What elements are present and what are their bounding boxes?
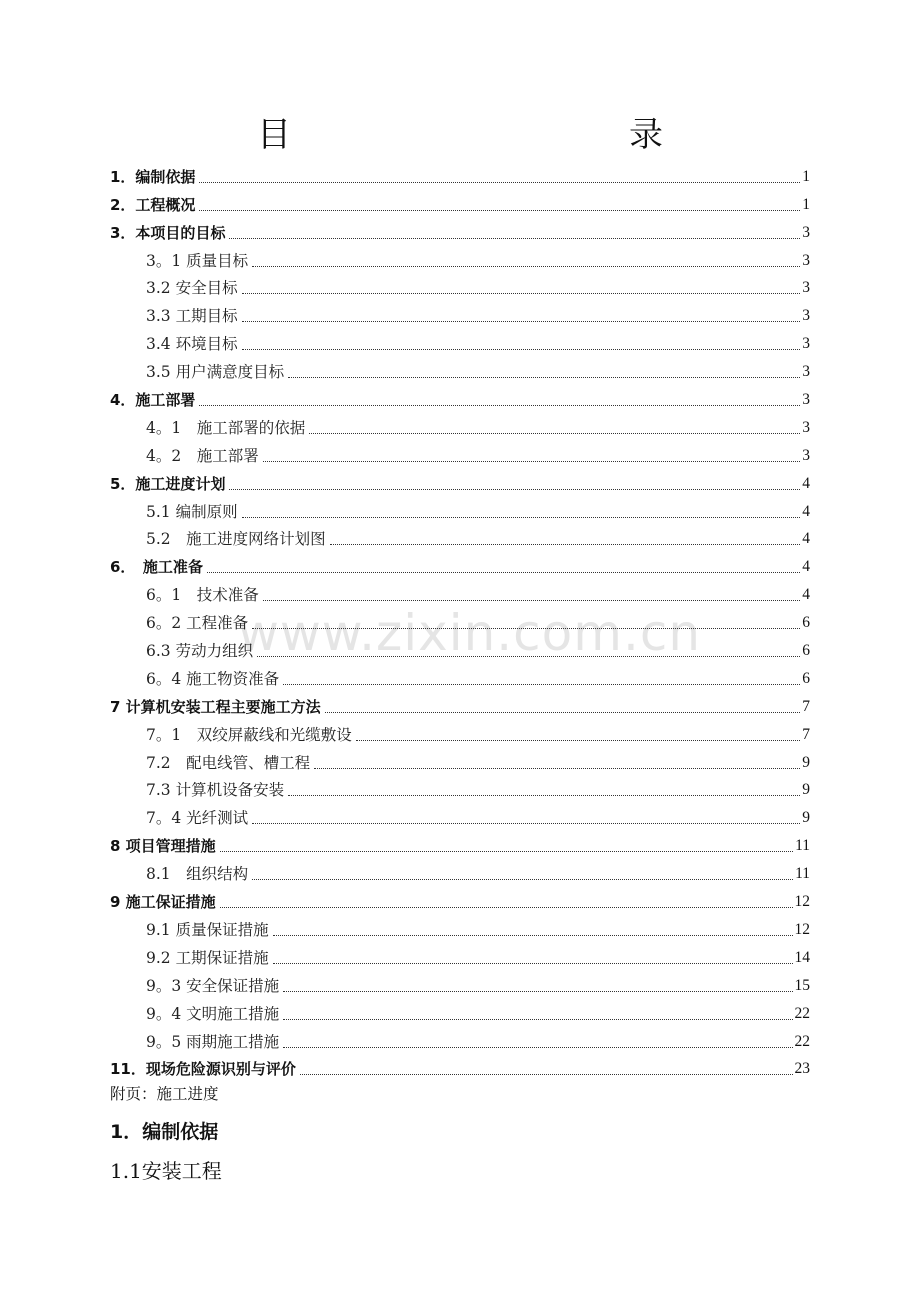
toc-page-number: 9: [802, 781, 810, 799]
toc-dot-leader: [273, 935, 793, 936]
toc-entry-text: 9 施工保证措施: [110, 893, 216, 912]
toc-entry[interactable]: [110, 550, 810, 578]
toc-page-number: 3: [802, 391, 810, 409]
toc-page-number: 4: [802, 530, 810, 548]
toc-page-number: 1: [802, 195, 810, 213]
toc-entry-text: 2．工程概况: [110, 195, 196, 214]
toc-entry-text: 5.2 施工进度网络计划图: [146, 530, 326, 549]
toc-dot-leader: [242, 293, 801, 294]
toc-entry-text: 9.2 工期保证措施: [146, 948, 269, 967]
toc-entry[interactable]: [110, 244, 810, 272]
toc-page-number: 12: [794, 920, 810, 938]
toc-page-number: 4: [802, 558, 810, 576]
toc-entry-text: 3.4 环境目标: [146, 335, 238, 354]
toc-entry[interactable]: [110, 829, 810, 857]
toc-entry-text: 1．编制依据: [110, 167, 196, 186]
toc-title: 目 录: [257, 115, 753, 155]
toc-entry[interactable]: [110, 606, 810, 634]
toc-dot-leader: [330, 544, 801, 545]
toc-page-number: 12: [794, 893, 810, 911]
toc-entry-text: 9.1 质量保证措施: [146, 920, 269, 939]
toc-page-number: 4: [802, 474, 810, 492]
toc-page-number: 22: [794, 1004, 810, 1022]
toc-page-number: 1: [802, 167, 810, 185]
toc-page-number: 6: [802, 669, 810, 687]
toc-entry[interactable]: [110, 718, 810, 746]
toc-entry[interactable]: [110, 439, 810, 467]
toc-dot-leader: [252, 266, 800, 267]
toc-dot-leader: [220, 907, 793, 908]
toc-entry-text: 11．现场危险源识别与评价: [110, 1060, 296, 1079]
toc-dot-leader: [257, 656, 800, 657]
toc-entry[interactable]: [110, 411, 810, 439]
toc-dot-leader: [220, 851, 793, 852]
toc-page-number: 22: [794, 1032, 810, 1050]
toc-page-number: 11: [795, 865, 810, 883]
toc-entry-text: 7.2 配电线管、槽工程: [146, 753, 311, 772]
toc-entry[interactable]: [110, 383, 810, 411]
toc-page-number: 6: [802, 642, 810, 660]
toc-dot-leader: [242, 349, 801, 350]
toc-entry-text: 3。1 质量目标: [146, 251, 249, 270]
toc-page-number: 4: [802, 502, 810, 520]
toc-entry-text: 7。4 光纤测试: [146, 809, 249, 828]
toc-page-number: 3: [802, 251, 810, 269]
toc-page-number: 3: [802, 446, 810, 464]
toc-dot-leader: [229, 238, 800, 239]
toc-entry-text: 6。2 工程准备: [146, 614, 249, 633]
toc-entry-text: 7.3 计算机设备安装: [146, 781, 285, 800]
toc-dot-leader: [314, 768, 800, 769]
toc-page-number: 3: [802, 279, 810, 297]
toc-entry-text: 4。2 施工部署: [146, 446, 259, 465]
toc-entry[interactable]: [110, 997, 810, 1025]
toc-entry[interactable]: [110, 690, 810, 718]
toc-page-number: 3: [802, 335, 810, 353]
toc-page-number: 9: [802, 753, 810, 771]
toc-page-number: 7: [802, 725, 810, 743]
toc-dot-leader: [252, 823, 800, 824]
toc-entry-text: 8 项目管理措施: [110, 837, 216, 856]
subsection-heading: 1.1安装工程: [110, 1159, 222, 1183]
toc-dot-leader: [199, 405, 800, 406]
toc-entry-text: 9。5 雨期施工措施: [146, 1032, 280, 1051]
toc-page-number: 3: [802, 223, 810, 241]
toc-page-number: 15: [794, 976, 810, 994]
toc-dot-leader: [207, 572, 800, 573]
toc-entry[interactable]: [110, 1025, 810, 1053]
toc-page-number: 23: [794, 1060, 810, 1078]
toc-page-number: 9: [802, 809, 810, 827]
toc-entry-text: 8.1 组织结构: [146, 865, 249, 884]
toc-page-number: 14: [794, 948, 810, 966]
toc-page-number: 3: [802, 307, 810, 325]
toc-dot-leader: [283, 684, 800, 685]
toc-entry-text: 6。1 技术准备: [146, 586, 259, 605]
toc-entry-text: 7。1 双绞屏蔽线和光缆敷设: [146, 725, 352, 744]
toc-entry-text: 4．施工部署: [110, 391, 196, 410]
toc-entry-text: 3.2 安全目标: [146, 279, 238, 298]
toc-entry[interactable]: [110, 160, 810, 188]
toc-dot-leader: [288, 377, 800, 378]
toc-page-number: 6: [802, 614, 810, 632]
toc-entry-text: 6.3 劳动力组织: [146, 642, 254, 661]
toc-dot-leader: [273, 963, 793, 964]
toc-entry[interactable]: [110, 327, 810, 355]
toc-entry[interactable]: [110, 216, 810, 244]
toc-entry[interactable]: [110, 746, 810, 774]
toc-dot-leader: [263, 461, 801, 462]
toc-entry[interactable]: [110, 801, 810, 829]
toc-entry-text: 6． 施工准备: [110, 558, 203, 577]
toc-entry[interactable]: [110, 662, 810, 690]
toc-entry-text: 7 计算机安装工程主要施工方法: [110, 697, 321, 716]
toc-dot-leader: [263, 600, 801, 601]
toc-dot-leader: [325, 712, 801, 713]
toc-page-number: 7: [802, 697, 810, 715]
toc-dot-leader: [283, 1047, 792, 1048]
toc-dot-leader: [252, 628, 800, 629]
toc-dot-leader: [288, 795, 800, 796]
toc-entry-text: 3.5 用户满意度目标: [146, 363, 285, 382]
toc-entry[interactable]: [110, 774, 810, 802]
toc-entry-text: 9。3 安全保证措施: [146, 976, 280, 995]
toc-entry[interactable]: [110, 941, 810, 969]
toc-dot-leader: [252, 879, 793, 880]
toc-entry[interactable]: [110, 1053, 810, 1081]
toc-dot-leader: [242, 517, 801, 518]
toc-dot-leader: [199, 210, 800, 211]
toc-dot-leader: [356, 740, 801, 741]
toc-entry[interactable]: [110, 355, 810, 383]
toc-entry[interactable]: [110, 969, 810, 997]
toc-dot-leader: [309, 433, 800, 434]
toc-entry[interactable]: [110, 272, 810, 300]
toc-entry-text: 4。1 施工部署的依据: [146, 418, 306, 437]
toc-entry[interactable]: [110, 188, 810, 216]
toc-page-number: 3: [802, 363, 810, 381]
toc-entry[interactable]: [110, 913, 810, 941]
section-heading: 1．编制依据: [110, 1121, 219, 1143]
toc-entry-text: 9。4 文明施工措施: [146, 1004, 280, 1023]
toc-page-number: 4: [802, 586, 810, 604]
toc-entry[interactable]: [110, 299, 810, 327]
toc-page-number: 11: [795, 837, 810, 855]
toc-entry[interactable]: [110, 885, 810, 913]
toc-page-number: 3: [802, 418, 810, 436]
toc-dot-leader: [242, 321, 801, 322]
toc-dot-leader: [229, 489, 800, 490]
toc-entry-text: 5．施工进度计划: [110, 474, 226, 493]
toc-entry[interactable]: [110, 578, 810, 606]
toc-entry-text: 3．本项目的目标: [110, 223, 226, 242]
toc-appendix: 附页：施工进度: [110, 1085, 219, 1103]
watermark: www.zixin.com.cn: [238, 604, 702, 662]
toc-list: [110, 160, 810, 1080]
toc-entry-text: 3.3 工期目标: [146, 307, 238, 326]
toc-entry[interactable]: [110, 523, 810, 551]
toc-entry[interactable]: [110, 495, 810, 523]
toc-entry[interactable]: [110, 467, 810, 495]
toc-dot-leader: [199, 182, 800, 183]
toc-entry-text: 5.1 编制原则: [146, 502, 238, 521]
toc-dot-leader: [283, 1019, 792, 1020]
toc-dot-leader: [300, 1074, 793, 1075]
toc-entry-text: 6。4 施工物资准备: [146, 669, 280, 688]
toc-entry[interactable]: [110, 634, 810, 662]
toc-dot-leader: [283, 991, 792, 992]
toc-entry[interactable]: [110, 857, 810, 885]
